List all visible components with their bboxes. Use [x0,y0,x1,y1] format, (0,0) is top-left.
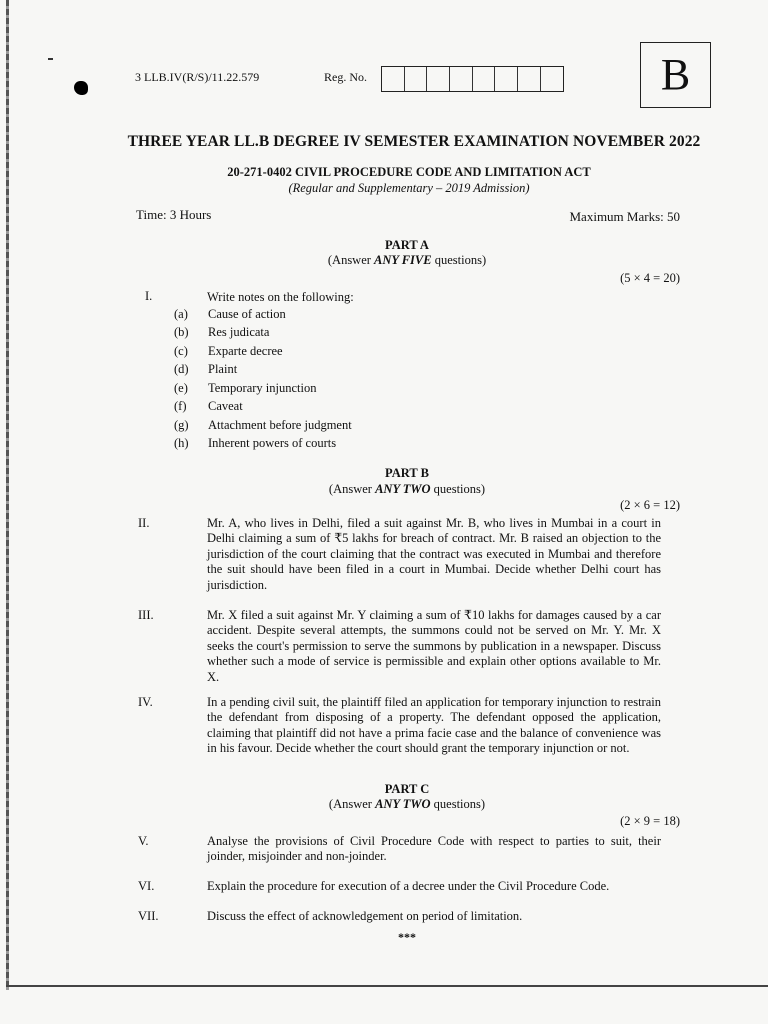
sub-question-label: (c) [174,344,188,358]
question-text: Discuss the effect of acknowledgement on period of limitation. [207,909,523,923]
part-a-title: PART A [385,238,429,252]
reg-digit-box[interactable] [473,67,496,91]
question-text: Mr. X filed a suit against Mr. Y claiming a sum of ₹10 lakhs for damages caused by a car accident. Despite several attempts, the summons could not be served on Mr. Y. Mr. X seeks the court's permission to serve the summons by publication in a newspaper. Discuss whether such a mode of service is permissible and explain other options available to Mr. X. [207,608,661,684]
time-allowed: Time: 3 Hours [136,207,212,222]
question-number: II. [138,516,150,530]
question-number: VII. [138,909,159,923]
sub-question-text: Exparte decree [208,344,283,358]
sub-question-text: Temporary injunction [208,381,317,395]
sub-question-text: Plaint [208,362,238,376]
part-b-title: PART B [385,466,429,480]
sub-question-text: Cause of action [208,307,286,321]
ink-blot [74,81,88,95]
end-of-paper-mark: *** [398,930,416,944]
reg-digit-box[interactable] [427,67,450,91]
question-text: In a pending civil suit, the plaintiff filed an application for temporary injunction to restrain the defendant from disposing of a property. The defendant opposed the application, claiming that plaintiff did not have a prima facie case and the balance of convenience was in his favour. Decide whether the court should grant the temporary injunction or not. [207,695,661,756]
reg-no-boxes[interactable] [381,66,564,92]
part-c-instruction: (Answer ANY TWO questions) [328,797,486,811]
part-a-marks: (5 × 4 = 20) [620,271,680,285]
question-number: V. [138,834,149,848]
subject-title: 20-271-0402 CIVIL PROCEDURE CODE AND LIMITATION ACT [227,165,591,179]
question-number: III. [138,608,154,622]
question-text: Mr. A, who lives in Delhi, filed a suit against Mr. B, who lives in Mumbai in a court in Delhi claiming a sum of ₹5 lakhs for breach of contract. Mr. B raised an objection to the jurisdiction of the court claiming that the contract was executed in Mumbai and therefore the suit should have been filed in a court in Mumbai. Decide whether Delhi court has jurisdiction. [207,516,661,592]
reg-digit-box[interactable] [382,67,405,91]
question-text: Write notes on the following: [207,290,354,304]
sub-question-label: (f) [174,399,187,413]
reg-no-label: Reg. No. [324,70,367,84]
exam-title: THREE YEAR LL.B DEGREE IV SEMESTER EXAMINATION NOVEMBER 2022 [127,133,701,150]
question-number: VI. [138,879,155,893]
reg-digit-box[interactable] [495,67,518,91]
question-text: Explain the procedure for execution of a decree under the Civil Procedure Code. [207,879,610,893]
sub-question-text: Res judicata [208,325,270,339]
question-number: I. [145,289,153,303]
ink-mark [48,58,53,60]
sub-question-text: Inherent powers of courts [208,436,337,450]
question-number: IV. [138,695,153,709]
sub-question-label: (d) [174,362,189,376]
part-a-instruction: (Answer ANY FIVE questions) [327,253,487,267]
reg-digit-box[interactable] [541,67,563,91]
part-b-marks: (2 × 6 = 12) [620,498,680,512]
part-b-instruction: (Answer ANY TWO questions) [328,482,486,496]
part-c-marks: (2 × 9 = 18) [620,814,680,828]
paper-code: 3 LLB.IV(R/S)/11.22.579 [135,70,260,84]
reg-digit-box[interactable] [518,67,541,91]
question-text: Analyse the provisions of Civil Procedure Code with respect to parties to suit, their joinder, misjoinder and non-joinder. [207,834,661,864]
admission-note: (Regular and Supplementary – 2019 Admission) [288,181,530,195]
sub-question-label: (h) [174,436,189,450]
part-c-title: PART C [384,782,430,796]
reg-digit-box[interactable] [405,67,428,91]
question-set-letter: B [640,42,711,108]
maximum-marks: Maximum Marks: 50 [569,209,680,224]
sub-question-text: Attachment before judgment [208,418,352,432]
sub-question-label: (g) [174,418,189,432]
sub-question-label: (b) [174,325,189,339]
sub-question-label: (a) [174,307,188,321]
page-edge-bottom [6,985,768,987]
sub-question-label: (e) [174,381,188,395]
sub-question-text: Caveat [208,399,243,413]
reg-digit-box[interactable] [450,67,473,91]
